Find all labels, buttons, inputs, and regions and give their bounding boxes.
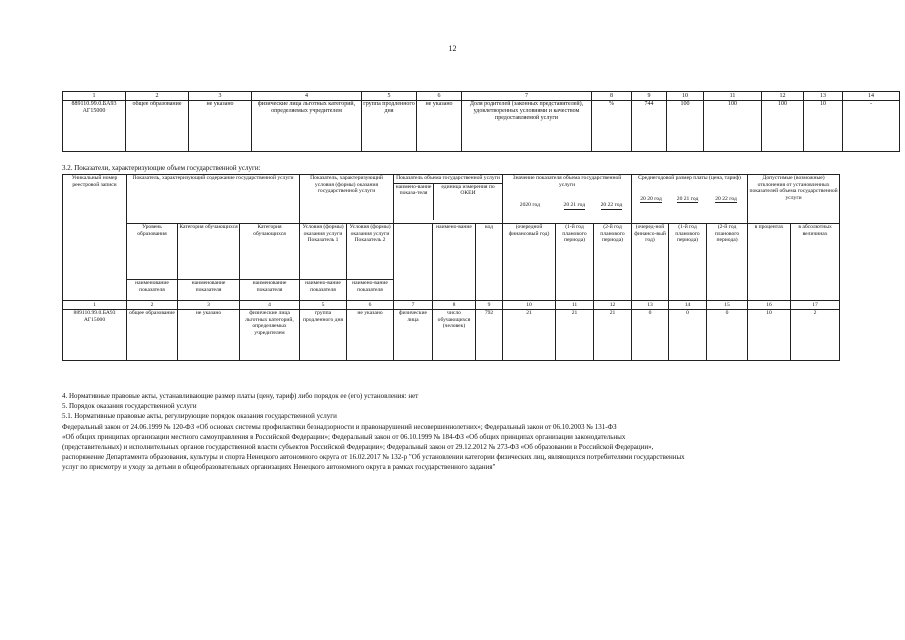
col-number: 12 (594, 301, 632, 310)
table-cell: 792 (476, 310, 503, 361)
col-number: 14 (669, 301, 707, 310)
col-number: 3 (189, 92, 252, 101)
law-line: услуг по присмотру и уходу за детьми в общеобразовательных организациях Ненецкого автономного округа в рамках государственного задания" (62, 463, 496, 472)
table-cell: число обучающихся (человек) (433, 310, 476, 361)
table-cell: 100 (667, 101, 704, 152)
price-year-2022-label: 20 22 год (715, 195, 737, 202)
table-cell: не указано (347, 310, 394, 361)
col-number: 13 (632, 301, 669, 310)
price-2022-sub: (2-й год планового периода) (707, 224, 748, 301)
table-cell: не указано (417, 101, 462, 152)
condition-2-header: Условия (формы) оказания услуги Показатель 2 (347, 224, 394, 280)
col-number: 4 (252, 92, 362, 101)
col-number: 8 (592, 92, 632, 101)
col-number: 12 (762, 92, 804, 101)
table-cell: группа продленного дня (362, 101, 417, 152)
name-label: наимено-вание показателя (347, 280, 394, 301)
value-header-title: Значение показателя объема государственной услуги (512, 175, 622, 188)
law-line: распоряжение Департамента образования, культуры и спорта Ненецкого автономного округа от 16.02.2017 № 132-р "Об установлении категории физических лиц, являющихся потребителями государственных (62, 453, 685, 462)
header-row-1 (63, 175, 840, 224)
table-cell: 889110.99.0.БА93 АГ15000 (63, 310, 127, 361)
condition-1-header: Условия (формы) оказания услуги Показатель 1 (300, 224, 347, 280)
volume-header-title: Показатель объема государственной услуги (396, 175, 500, 181)
unit-name-header: наимено-вание (433, 224, 476, 301)
table-cell: физические лица (394, 310, 433, 361)
deviation-header: Допустимые (возможные) отклонения от установленных показателей объема государственной услуги (748, 175, 840, 224)
table-cell: 2 (791, 310, 840, 361)
col-number: 8 (433, 301, 476, 310)
table-cell: % (592, 101, 632, 152)
col-number: 17 (791, 301, 840, 310)
col-number: 6 (417, 92, 462, 101)
col-number: 7 (462, 92, 592, 101)
law-line: «Об общих принципах организации местного самоуправления в Российской Федерации»; Федеральный закон от 06.10.1999 № 184-ФЗ «Об общих принципах организации законодательных (62, 432, 626, 441)
col-number: 4 (240, 301, 300, 310)
law-line: Федеральный закон от 24.06.1999 № 120-ФЗ «Об основах системы профилактики безнадзорности и правонарушений несовершеннолетних»; Федеральный закон от 06.10.2003 № 131-ФЗ (62, 422, 617, 431)
table-cell: группа продленного дня (300, 310, 347, 361)
percent-header: в процентах (748, 224, 791, 301)
col-number: 11 (556, 301, 594, 310)
volume-name-cell (394, 224, 433, 301)
col-number: 7 (394, 301, 433, 310)
price-2020-sub: (очеред-ной финансо-вый год) (632, 224, 669, 301)
regulations-text (62, 391, 842, 473)
table-cell: 889110.99.0.БА93 АГ15000 (63, 101, 126, 152)
table-cell: 21 (594, 310, 632, 361)
table-cell: 744 (632, 101, 667, 152)
name-label: наименование показателя (178, 280, 240, 301)
col-number: 10 (667, 92, 704, 101)
page-number: 12 (448, 44, 457, 53)
price-header (632, 175, 748, 224)
col-number: 2 (126, 92, 189, 101)
section-5: 5. Порядок оказания государственной услуги (62, 402, 197, 411)
section-3-2-caption: 3.2. Показатели, характеризующие объем государственной услуги: (62, 164, 261, 172)
col-number: 3 (178, 301, 240, 310)
volume-name-header: наимено-вание показа-теля (394, 184, 434, 220)
quality-indicators-table (62, 91, 900, 152)
table-cell: - (843, 101, 900, 152)
col-number: 6 (347, 301, 394, 310)
col-number: 11 (704, 92, 762, 101)
year-2022-sub: (2-й год планового периода) (594, 224, 632, 301)
year-2021-sub: (1-й год планового периода) (556, 224, 594, 301)
table-cell: общее образование (126, 101, 189, 152)
table-cell: 21 (503, 310, 556, 361)
table-cell: не указано (189, 101, 252, 152)
table-cell: 100 (762, 101, 804, 152)
value-header (503, 175, 632, 224)
table-cell: 0 (632, 310, 669, 361)
price-header-title: Среднегодовой размер платы (цена, тариф) (638, 175, 741, 181)
col-number: 9 (632, 92, 667, 101)
col-number: 14 (843, 92, 900, 101)
year-2021-label: 20 21 год (563, 202, 586, 209)
year-2020-sub: (очередной финансовый год) (503, 224, 556, 301)
volume-indicators-table (62, 174, 840, 361)
table-row (63, 101, 900, 152)
header-row-2 (63, 224, 840, 280)
registry-header: Уникальный номер реестровой записи (63, 175, 127, 301)
content-header: Показатель, характеризующий содержание государственной услуги (127, 175, 300, 224)
category-header-2: Категория обучающихся (240, 224, 300, 280)
table-cell: физические лица льготных категорий, определяемых учредителем (252, 101, 362, 152)
name-label: наимено-вание показателя (300, 280, 347, 301)
price-year-2021-label: 20 21 год (676, 195, 699, 202)
table-cell: не указано (178, 310, 240, 361)
col-number: 13 (804, 92, 843, 101)
col-number: 9 (476, 301, 503, 310)
price-year-2020-label: 20 20 год (640, 195, 662, 202)
price-2021-sub: (1-й год планового периода) (669, 224, 707, 301)
col-number: 5 (362, 92, 417, 101)
column-numbers-row (63, 301, 840, 310)
conditions-header: Показатель, характеризующий условия (формы) оказания государственной услуги (300, 175, 394, 224)
section-5-1: 5.1. Нормативные правовые акты, регулирующие порядок оказания государственной услуги (62, 412, 337, 421)
table-cell: 100 (704, 101, 762, 152)
table-header-row (63, 92, 900, 101)
col-number: 15 (707, 301, 748, 310)
unit-header: единица измерения по ОКЕИ (441, 183, 495, 197)
year-2020-label: 2020 год (519, 202, 541, 209)
section-4: 4. Нормативные правовые акты, устанавливающие размер платы (цену, тариф) либо порядок ее (его) установления: нет (62, 392, 419, 400)
unit-code-header: код (476, 224, 503, 301)
table-cell: 10 (804, 101, 843, 152)
category-header: Категория обучающихся (178, 224, 240, 280)
col-number: 1 (63, 92, 126, 101)
col-number: 1 (63, 301, 127, 310)
table-cell: 21 (556, 310, 594, 361)
level-header: Уровень образования (127, 224, 178, 280)
col-number: 10 (503, 301, 556, 310)
year-2022-label: 20 22 год (600, 202, 623, 209)
absolute-header: в абсолютных величинах (791, 224, 840, 301)
name-label: наименование показателя (127, 280, 178, 301)
col-number: 2 (127, 301, 178, 310)
table-cell: физические лица льготных категорий, определяемых учредителем (240, 310, 300, 361)
table-cell: общее образование (127, 310, 178, 361)
law-line: (представительных) и исполнительных органов государственной власти субъектов Российской Федерации»; Федеральный закон от 29.12.2012 № 273-ФЗ «Об образовании в Российской Федерации», (62, 443, 654, 452)
col-number: 5 (300, 301, 347, 310)
table-row (63, 310, 840, 361)
col-number: 16 (748, 301, 791, 310)
volume-header (394, 175, 503, 224)
table-cell: 0 (669, 310, 707, 361)
name-label: наименование показателя (240, 280, 300, 301)
table-cell: 10 (748, 310, 791, 361)
table-cell: Доля родителей (законных представителей), удовлетворенных условиями и качеством предоставляемой услуги (462, 101, 592, 152)
table-cell: 0 (707, 310, 748, 361)
